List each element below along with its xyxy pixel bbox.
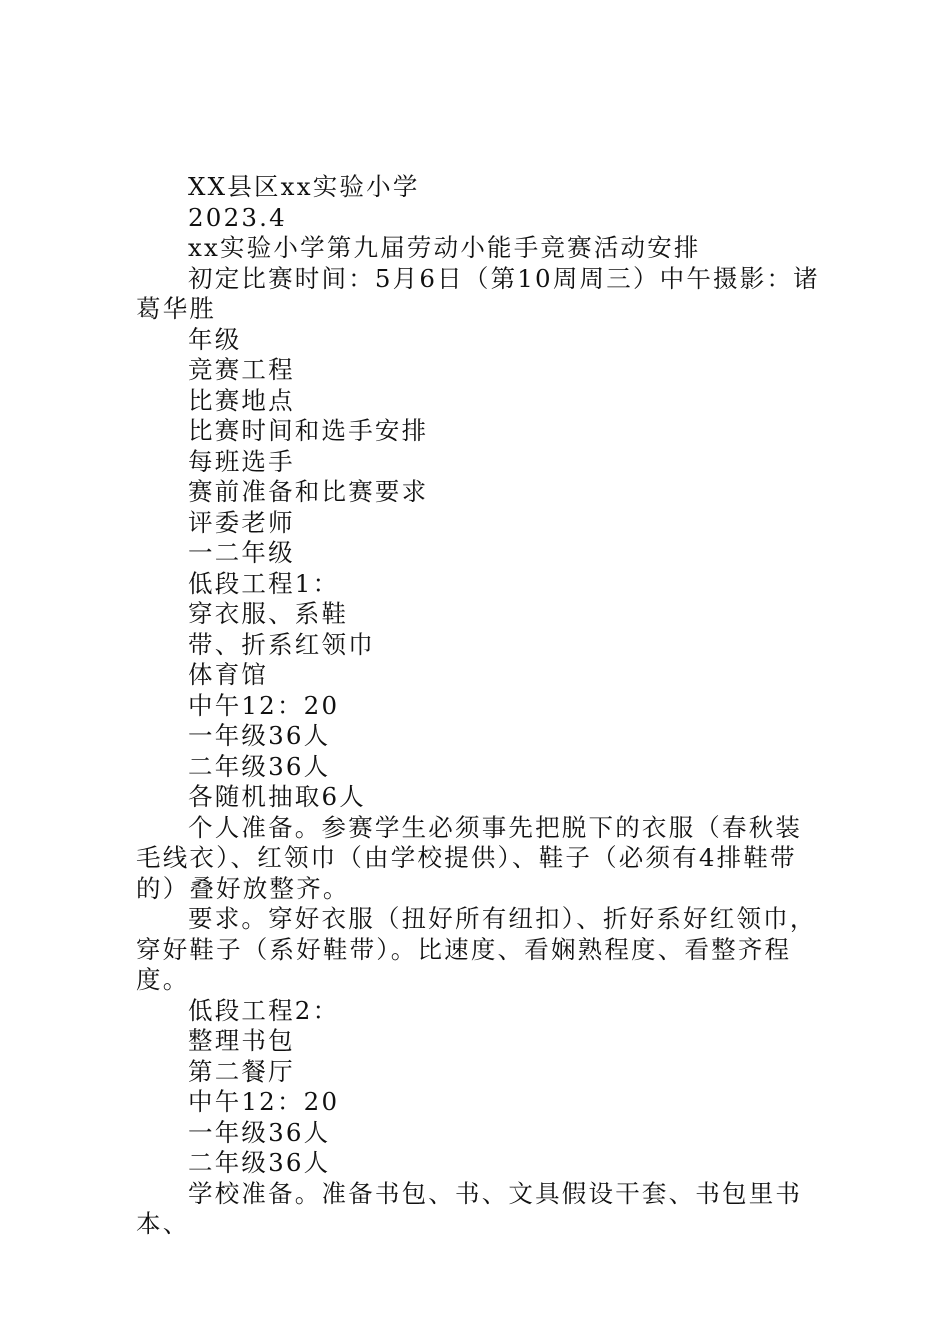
event-2-venue: 第二餐厅 bbox=[188, 1056, 295, 1086]
event-1-grade2-count: 二年级36人 bbox=[188, 751, 331, 781]
event-2-name: 整理书包 bbox=[188, 1026, 295, 1055]
document-title: xx实验小学第九届劳动小能手竞赛活动安排 bbox=[188, 233, 701, 262]
event-1-preparation: 个人准备。参赛学生必须事先把脱下的衣服（春秋装毛线衣）、红领巾（由学校提供）、鞋子（必须有4排鞋带的）叠好放整齐。 bbox=[136, 812, 803, 903]
header-event: 竞赛工程 bbox=[188, 355, 295, 384]
event-1-requirements: 要求。穿好衣服（扭好所有纽扣）、折好系好红领巾，穿好鞋子（系好鞋带）。比速度、看娴熟程度、看整齐程度。 bbox=[136, 904, 817, 994]
event-2-time: 中午12：20 bbox=[188, 1087, 340, 1116]
event-2-preparation: 学校准备。准备书包、书、文具假设干套、书包里书本、 bbox=[136, 1178, 803, 1238]
date-line: 2023.4 bbox=[188, 202, 287, 232]
event-1-venue: 体育馆 bbox=[188, 660, 269, 689]
header-players-per-class: 每班选手 bbox=[188, 446, 295, 476]
header-grade: 年级 bbox=[188, 324, 242, 354]
event-1-name-part2: 带、折系红领巾 bbox=[188, 629, 375, 659]
event-1-time: 中午12：20 bbox=[188, 690, 340, 720]
header-preparation: 赛前准备和比赛要求 bbox=[188, 477, 429, 506]
event-2-grade2-count: 二年级36人 bbox=[188, 1148, 331, 1177]
event-2-grade1-count: 一年级36人 bbox=[188, 1117, 331, 1147]
event-1-players: 各随机抽取6人 bbox=[188, 782, 366, 811]
schedule-line: 初定比赛时间：5月6日（第10周周三）中午摄影：诸葛华胜 bbox=[136, 263, 820, 323]
event-1-name-part1: 穿衣服、系鞋 bbox=[188, 599, 349, 628]
event-1-grade1-count: 一年级36人 bbox=[188, 721, 331, 750]
header-time-arrangement: 比赛时间和选手安排 bbox=[188, 416, 429, 445]
header-venue: 比赛地点 bbox=[188, 385, 295, 415]
school-name-line: XX县区xx实验小学 bbox=[188, 172, 420, 201]
grade-group: 一二年级 bbox=[188, 538, 295, 567]
document-body bbox=[136, 172, 824, 1240]
event-1-title: 低段工程1： bbox=[188, 568, 340, 598]
event-2-title: 低段工程2： bbox=[188, 995, 340, 1025]
header-judges: 评委老师 bbox=[188, 507, 295, 537]
